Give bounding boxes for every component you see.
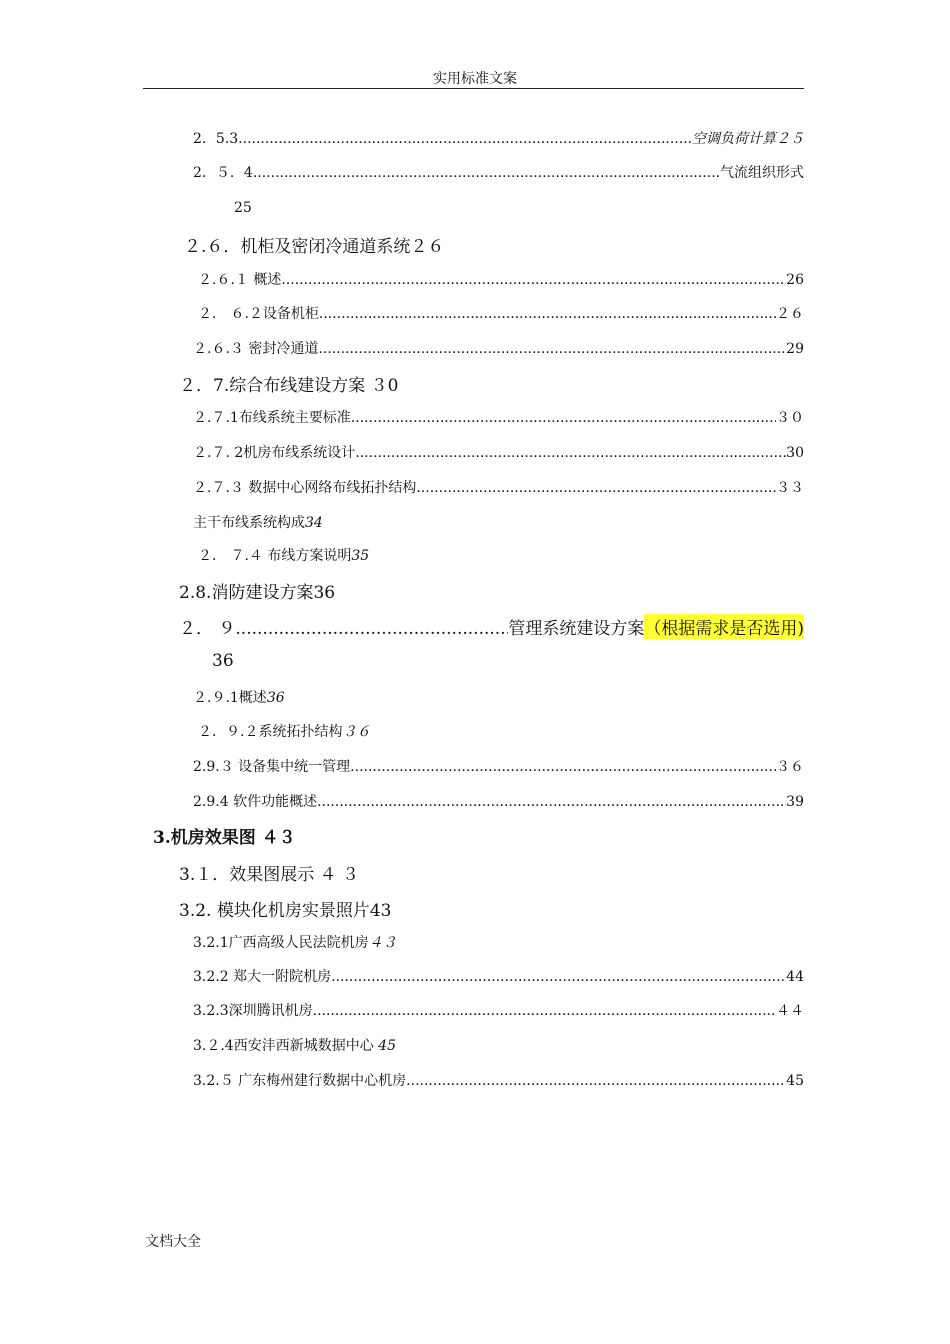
dot-leader	[318, 341, 786, 357]
toc-entry-3-2-5[interactable]: 3.2.５ 广东梅州建行数据中心机房 ..... 45	[193, 1070, 804, 1090]
toc-entry-3-1[interactable]: 3.１．效果图展示 ４ ３	[179, 865, 360, 885]
dot-leader	[317, 794, 786, 810]
toc-entry-3-2-2[interactable]: 3.2.2 郑大一附院机房 ..... 44	[193, 966, 804, 986]
dot-leader	[331, 969, 786, 985]
toc-entry-2-7-3[interactable]: ２.７.３ 数据中心网络布线拓扑结构 ..... ３３	[193, 477, 804, 497]
dot-leader	[351, 410, 776, 426]
toc-entry-backbone-cabling[interactable]: 主干布线系统构成34	[193, 515, 323, 531]
toc-entry-2-9-3[interactable]: 2.9.３ 设备集中统一管理 ..... ３６	[193, 756, 804, 776]
toc-entry-3-2-1[interactable]: 3.2.1广西高级人民法院机房４３	[193, 935, 397, 951]
toc-entry-2-9-2[interactable]: ２．９.２系统拓扑结构３６	[198, 724, 371, 740]
dot-leader	[238, 131, 692, 147]
dot-leader	[253, 165, 720, 181]
toc-entry-2-6-2[interactable]: ２． ６.２设备机柜 ..... ２６	[198, 303, 804, 323]
toc-entry-2-5-3[interactable]: 2．5.3 ..... 空调负荷计算２５	[193, 128, 804, 148]
toc-entry-3-2-4[interactable]: 3.２.4西安沣西新城数据中心 45	[193, 1038, 396, 1054]
page-footer: 文档大全	[145, 1234, 201, 1250]
dot-leader	[406, 1073, 786, 1089]
toc-entry-2-6-3[interactable]: ２.６.３ 密封冷通道 ..... 29	[193, 338, 804, 358]
toc-entry-2-9-page: 36	[212, 651, 234, 671]
highlighted-note: （根据需求是否选用)	[644, 614, 804, 639]
dot-leader	[281, 272, 786, 288]
toc-entry-2-7-2[interactable]: ２.７. 2机房布线系统设计 ..... 30	[193, 442, 804, 462]
toc-entry-3[interactable]: 3.机房效果图 ４３	[153, 828, 296, 848]
toc-entry-2-9-1[interactable]: ２.９.1概述36	[193, 690, 285, 706]
toc-entry-2-9-4[interactable]: 2.9.4 软件功能概述 ..... 39	[193, 791, 804, 811]
toc-entry-2-9[interactable]: ２． ９ ..... 管理系统建设方案 （根据需求是否选用)	[179, 614, 804, 639]
toc-entry-2-6-1[interactable]: ２.６.１ 概述 ..... 26	[198, 269, 804, 289]
toc-entry-2-7[interactable]: ２．7.综合布线建设方案 ３0	[179, 376, 399, 396]
dot-leader	[319, 306, 776, 322]
toc-entry-2-7-1[interactable]: ２.７.1布线系统主要标准 ..... ３０	[193, 407, 804, 427]
dot-leader	[355, 445, 786, 461]
toc-entry-2-8[interactable]: 2.8.消防建设方案36	[179, 583, 336, 603]
page-header: 实用标准文案	[433, 71, 517, 87]
toc-entry-3-2-3[interactable]: 3.2.3深圳腾讯机房 ..... ４４	[193, 1000, 804, 1020]
dot-leader	[350, 759, 776, 775]
toc-entry-2-5-4[interactable]: 2．５．4 ..... 气流组织形式	[193, 162, 804, 182]
dot-leader	[235, 619, 508, 639]
toc-entry-2-5-4-page: 25	[234, 200, 252, 216]
dot-leader	[313, 1003, 776, 1019]
toc-entry-3-2[interactable]: 3.2. 模块化机房实景照片43	[179, 901, 392, 921]
toc-entry-2-6[interactable]: ２.６．机柜及密闭冷通道系统２６	[184, 237, 445, 257]
toc-entry-2-7-4[interactable]: ２． ７.４ 布线方案说明35	[198, 548, 370, 564]
dot-leader	[416, 480, 776, 496]
